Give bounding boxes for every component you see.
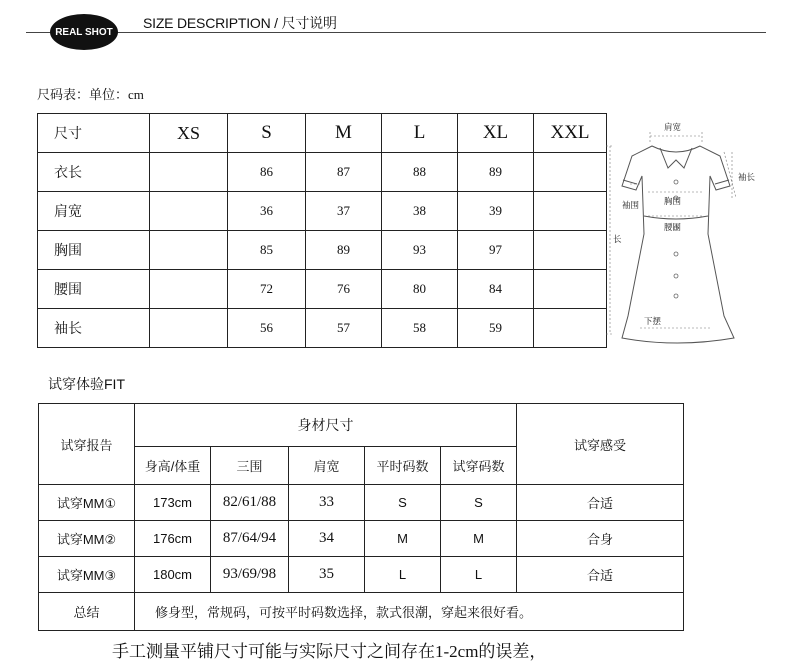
cell — [150, 309, 228, 348]
cell — [150, 231, 228, 270]
row-label: 胸围 — [38, 231, 150, 270]
diagram-label-chest: 胸围 — [664, 197, 682, 207]
header-cell-l: L — [382, 114, 458, 153]
diagram-label-sleeve: 袖长 — [738, 173, 756, 183]
cell: 93 — [382, 231, 458, 270]
tester-shoulder: 33 — [289, 485, 365, 521]
tester-shoulder: 35 — [289, 557, 365, 593]
tester-height: 173cm — [135, 485, 211, 521]
tester-feeling: 合身 — [517, 521, 684, 557]
fit-row — [39, 521, 684, 557]
cell: 56 — [228, 309, 306, 348]
tester-name: 试穿MM③ — [39, 557, 135, 593]
tester-tried-size: S — [441, 485, 517, 521]
real-shot-badge: REAL SHOT — [50, 14, 118, 50]
diagram-label-shoulder: 肩宽 — [664, 123, 682, 133]
header-cell-m: M — [306, 114, 382, 153]
fit-row — [39, 485, 684, 521]
cell: 80 — [382, 270, 458, 309]
header-cell-label: 尺寸 — [38, 114, 150, 153]
fit-section-title: 试穿体验FIT — [48, 376, 125, 392]
size-table — [37, 113, 607, 348]
tester-name: 试穿MM② — [39, 521, 135, 557]
cell: 86 — [228, 153, 306, 192]
cell: 36 — [228, 192, 306, 231]
cell: 85 — [228, 231, 306, 270]
dress-measurement-diagram — [592, 116, 767, 354]
size-row-length — [38, 153, 607, 192]
size-row-shoulder — [38, 192, 607, 231]
feeling-label: 试穿感受 — [517, 404, 684, 485]
cell: 87 — [306, 153, 382, 192]
cell: 89 — [458, 153, 534, 192]
subheader-usual-size: 平时码数 — [365, 447, 441, 485]
cell: 39 — [458, 192, 534, 231]
subheader-shoulder: 肩宽 — [289, 447, 365, 485]
fit-table — [38, 403, 684, 631]
header-cell-xl: XL — [458, 114, 534, 153]
summary-label: 总结 — [39, 593, 135, 631]
header-cell-xxl: XXL — [534, 114, 607, 153]
cell: 84 — [458, 270, 534, 309]
tester-height: 180cm — [135, 557, 211, 593]
summary-text: 修身型，常规码，可按平时码数选择，款式很潮，穿起来很好看。 — [135, 593, 684, 631]
size-row-sleeve — [38, 309, 607, 348]
size-table-header — [38, 114, 607, 153]
tester-usual-size: L — [365, 557, 441, 593]
tester-measurements: 87/64/94 — [211, 521, 289, 557]
cell: 88 — [382, 153, 458, 192]
cell: 38 — [382, 192, 458, 231]
cell: 76 — [306, 270, 382, 309]
header-cell-xs: XS — [150, 114, 228, 153]
tester-usual-size: M — [365, 521, 441, 557]
diagram-label-armhole: 袖围 — [622, 201, 640, 211]
tester-shoulder: 34 — [289, 521, 365, 557]
row-label: 肩宽 — [38, 192, 150, 231]
tester-feeling: 合适 — [517, 557, 684, 593]
diagram-label-hem: 下摆 — [644, 317, 662, 327]
tester-usual-size: S — [365, 485, 441, 521]
subheader-height-weight: 身高/体重 — [135, 447, 211, 485]
cell — [150, 270, 228, 309]
tester-tried-size: L — [441, 557, 517, 593]
size-row-chest — [38, 231, 607, 270]
cell: 72 — [228, 270, 306, 309]
subheader-tried-size: 试穿码数 — [441, 447, 517, 485]
unit-label: 尺码表：单位：cm — [37, 87, 144, 102]
tester-feeling: 合适 — [517, 485, 684, 521]
fit-row — [39, 557, 684, 593]
diagram-label-length: 长 — [613, 235, 622, 245]
cell — [150, 192, 228, 231]
tester-measurements: 93/69/98 — [211, 557, 289, 593]
cell: 59 — [458, 309, 534, 348]
body-size-label: 身材尺寸 — [135, 404, 517, 447]
tester-measurements: 82/61/88 — [211, 485, 289, 521]
row-label: 袖长 — [38, 309, 150, 348]
tester-name: 试穿MM① — [39, 485, 135, 521]
cell — [150, 153, 228, 192]
cell: 37 — [306, 192, 382, 231]
cell: 89 — [306, 231, 382, 270]
measurement-note: 手工测量平铺尺寸可能与实际尺寸之间存在1-2cm的误差， — [112, 642, 547, 661]
cell: 97 — [458, 231, 534, 270]
cell: 58 — [382, 309, 458, 348]
diagram-label-waist: 腰围 — [664, 223, 682, 233]
cell: 57 — [306, 309, 382, 348]
header-cell-s: S — [228, 114, 306, 153]
fit-header-row — [39, 404, 684, 447]
tester-tried-size: M — [441, 521, 517, 557]
subheader-measurements: 三围 — [211, 447, 289, 485]
report-label: 试穿报告 — [39, 404, 135, 485]
header-divider — [26, 32, 766, 33]
row-label: 腰围 — [38, 270, 150, 309]
size-row-waist — [38, 270, 607, 309]
fit-summary-row — [39, 593, 684, 631]
row-label: 衣长 — [38, 153, 150, 192]
tester-height: 176cm — [135, 521, 211, 557]
page-title: SIZE DESCRIPTION / 尺寸说明 — [143, 15, 337, 31]
